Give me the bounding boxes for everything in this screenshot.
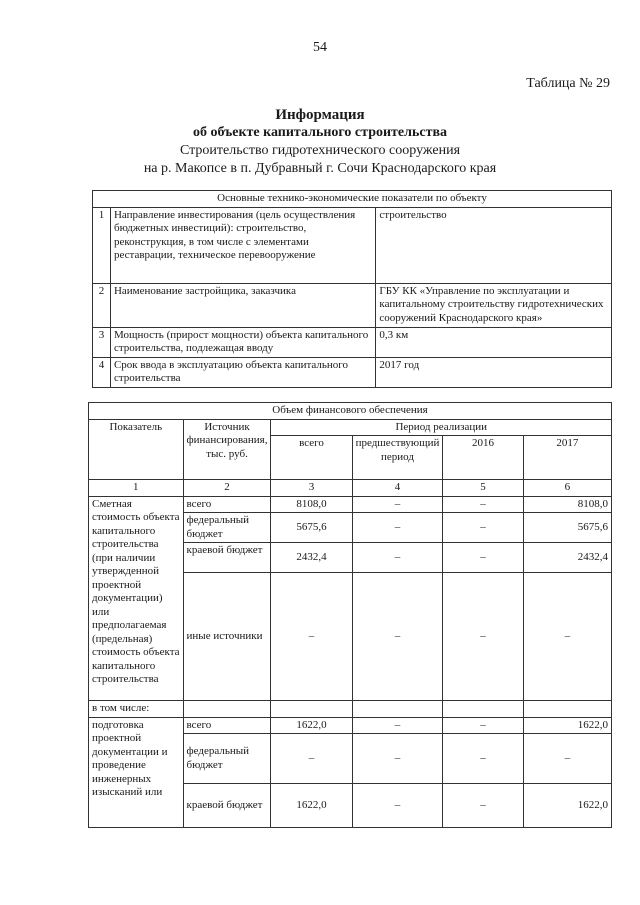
col-previous-header: предшествующий период [352, 436, 443, 480]
col-total-header: всего [271, 436, 352, 480]
title-main: Информация [275, 107, 365, 123]
indicators-header: Основные технико-экономические показатели по объекту [93, 191, 612, 208]
indicators-table [92, 190, 612, 388]
title-line-2: на р. Макопсе в п. Дубравный г. Сочи Краснодарского края [143, 161, 497, 176]
value-cell: – [352, 784, 443, 828]
value-cell: – [271, 573, 352, 701]
value-cell: – [443, 496, 523, 513]
col-number: 2 [183, 480, 271, 497]
finance-header: Объем финансового обеспечения [89, 403, 612, 420]
source-cell: краевой бюджет [183, 543, 271, 573]
row-number: 2 [93, 283, 111, 327]
value-cell: – [443, 784, 523, 828]
estimated-cost-label: Сметная стоимость объекта капитального строительства (при наличии утвержденной проектной документации) или предполагаемая (предельная) стоимость объекта капитального строительства [89, 496, 184, 701]
title-subtitle: об объекте капитального строительства [192, 125, 448, 140]
indicator-value: 2017 год [376, 357, 612, 387]
col-number: 1 [89, 480, 184, 497]
value-cell: 5675,6 [523, 513, 611, 543]
page-number: 54 [313, 40, 327, 55]
value-cell: – [352, 717, 443, 734]
value-cell: – [352, 543, 443, 573]
value-cell: – [443, 543, 523, 573]
col-source-header: Источник финансирования, тыс. руб. [183, 419, 271, 480]
value-cell: 2432,4 [271, 543, 352, 573]
value-cell: 2432,4 [523, 543, 611, 573]
value-cell: – [523, 734, 611, 784]
table-label: Таблица № 29 [526, 76, 610, 91]
title-line-1: Строительство гидротехнического сооружения [179, 143, 461, 158]
col-2017-header: 2017 [523, 436, 611, 480]
title-block [0, 106, 640, 178]
value-cell: – [352, 573, 443, 701]
value-cell: – [271, 734, 352, 784]
col-number: 5 [443, 480, 523, 497]
source-cell: всего [183, 717, 271, 734]
indicator-label: Направление инвестирования (цель осуществления бюджетных инвестиций): строительство, реконструкция, в том числе с элементами реставрации, техническое перевооружение [110, 207, 375, 283]
value-cell: – [443, 717, 523, 734]
row-number: 1 [93, 207, 111, 283]
value-cell: – [523, 573, 611, 701]
source-cell: иные источники [183, 573, 271, 701]
col-indicator-header: Показатель [89, 419, 184, 480]
period-header: Период реализации [271, 419, 612, 436]
value-cell: 5675,6 [271, 513, 352, 543]
indicator-value: 0,3 км [376, 327, 612, 357]
value-cell: 1622,0 [523, 717, 611, 734]
indicator-label: Мощность (прирост мощности) объекта капитального строительства, подлежащая вводу [110, 327, 375, 357]
including-label: в том числе: [89, 701, 184, 718]
value-cell: – [352, 496, 443, 513]
value-cell: – [352, 734, 443, 784]
row-number: 3 [93, 327, 111, 357]
value-cell: – [443, 734, 523, 784]
value-cell: 8108,0 [271, 496, 352, 513]
row-number: 4 [93, 357, 111, 387]
indicator-label: Наименование застройщика, заказчика [110, 283, 375, 327]
value-cell: 8108,0 [523, 496, 611, 513]
indicator-value: ГБУ КК «Управление по эксплуатации и капитальному строительству гидротехнических сооружений Краснодарского края» [376, 283, 612, 327]
value-cell: 1622,0 [271, 784, 352, 828]
design-work-label: подготовка проектной документации и проведение инженерных изысканий или [89, 717, 184, 828]
col-number: 4 [352, 480, 443, 497]
indicator-label: Срок ввода в эксплуатацию объекта капитального строительства [110, 357, 375, 387]
col-number: 6 [523, 480, 611, 497]
value-cell: – [352, 513, 443, 543]
col-number: 3 [271, 480, 352, 497]
source-cell: краевой бюджет [183, 784, 271, 828]
finance-table [88, 402, 612, 828]
source-cell: федеральный бюджет [183, 513, 271, 543]
source-cell: всего [183, 496, 271, 513]
value-cell: – [443, 573, 523, 701]
value-cell: 1622,0 [271, 717, 352, 734]
indicator-value: строительство [376, 207, 612, 283]
value-cell: – [443, 513, 523, 543]
value-cell: 1622,0 [523, 784, 611, 828]
source-cell: федеральный бюджет [183, 734, 271, 784]
col-2016-header: 2016 [443, 436, 523, 480]
